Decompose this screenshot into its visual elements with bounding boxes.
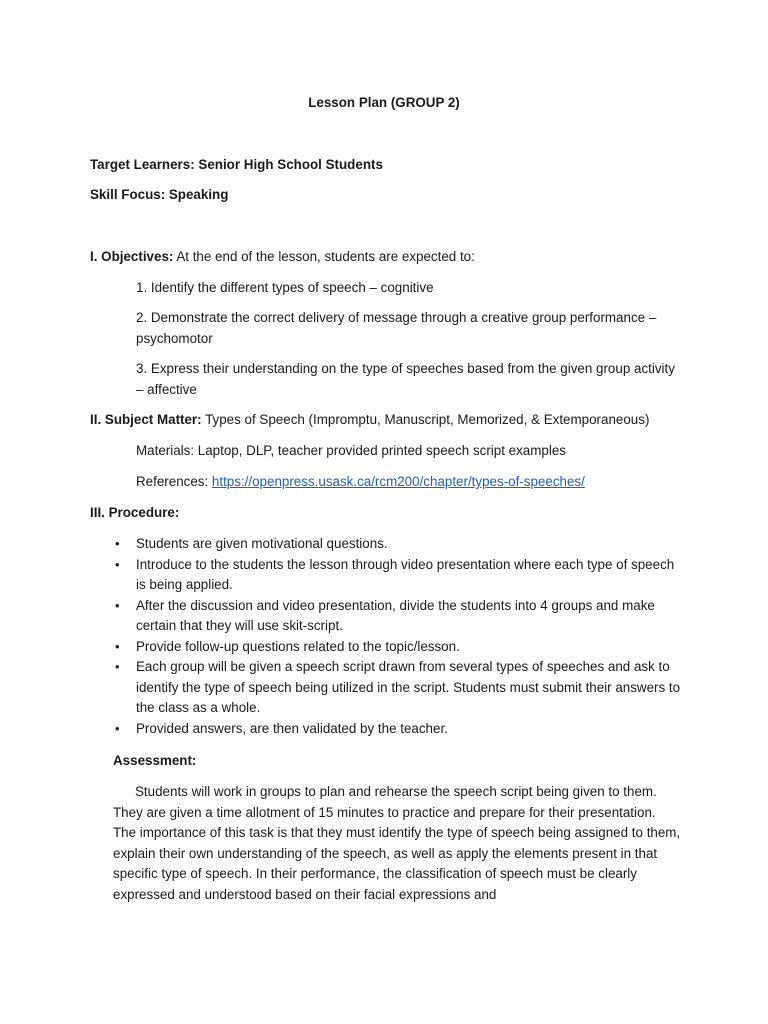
list-item: • Students are given motivational questions. [110, 534, 682, 555]
procedure-list [110, 534, 682, 739]
subject-matter-heading: II. Subject Matter: [90, 412, 202, 427]
objective-item: 2. Demonstrate the correct delivery of message through a creative group performance – psychomotor [136, 310, 657, 346]
references-link[interactable]: https://openpress.usask.ca/rcm200/chapter/types-of-speeches/ [211, 474, 585, 489]
subject-matter-line [90, 410, 649, 431]
target-learners: Target Learners: Senior High School Students [90, 157, 383, 172]
list-item: • After the discussion and video presentation, divide the students into 4 groups and make certain that they will use skit-script. [110, 596, 682, 637]
references-line [136, 472, 681, 493]
assessment-text: Students will work in groups to plan and rehearse the speech script being given to them. They are given a time allotment of 15 minutes to practice and prepare for their presentation. The importance of this task is that they must identify the type of speech being assigned to them, explain their own understanding of the speech, as well as apply the elements present in that specific type of speech. In their performance, the classification of speech must be clearly expressed and understood based on their facial expressions and [113, 784, 681, 902]
list-item: • Provided answers, are then validated by the teacher. [110, 719, 682, 740]
objective-item: 3. Express their understanding on the type of speeches based from the given group activity – affective [136, 361, 675, 397]
objectives-line [90, 247, 475, 268]
procedure-heading: III. Procedure: [90, 505, 180, 520]
skill-focus: Skill Focus: Speaking [90, 187, 229, 202]
materials: Materials: Laptop, DLP, teacher provided printed speech script examples [136, 443, 566, 458]
list-item: • Provide follow-up questions related to the topic/lesson. [110, 637, 682, 658]
list-item: • Each group will be given a speech script drawn from several types of speeches and ask to identify the type of speech being utilized in the script. Students must submit their answers to the class as a whole. [110, 657, 682, 719]
assessment-heading: Assessment: [113, 753, 197, 768]
document-title: Lesson Plan (GROUP 2) [308, 95, 460, 110]
subject-matter-text: Types of Speech (Impromptu, Manuscript, Memorized, & Extemporaneous) [201, 412, 650, 427]
references-label: References: [136, 474, 212, 489]
objectives-heading: I. Objectives: [90, 249, 174, 264]
objectives-intro: At the end of the lesson, students are expected to: [173, 249, 475, 264]
objective-item: 1. Identify the different types of speech – cognitive [136, 280, 434, 295]
list-item: • Introduce to the students the lesson through video presentation where each type of speech is being applied. [110, 555, 682, 596]
